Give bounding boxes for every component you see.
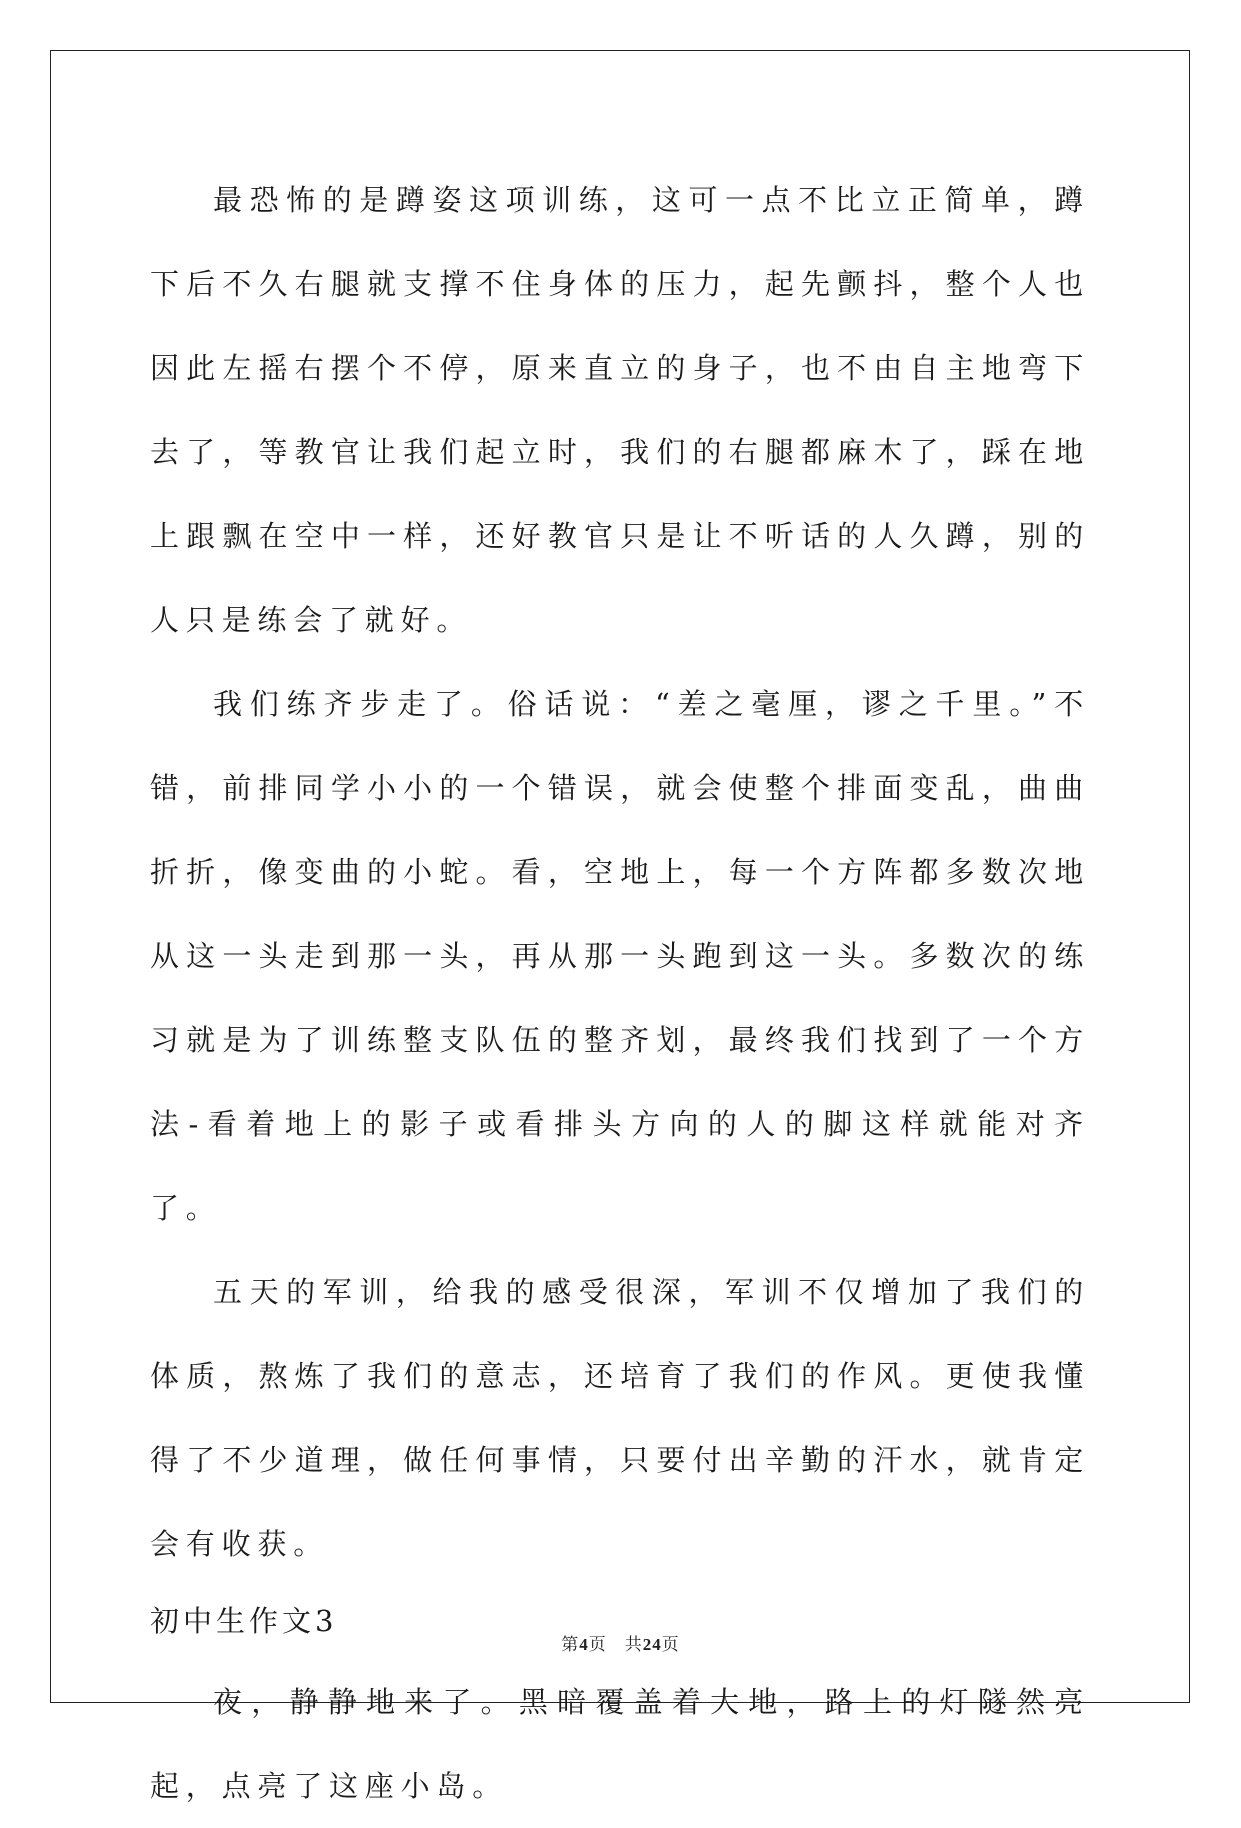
page-footer (0, 1630, 1241, 1655)
page-number: 4 (579, 1635, 589, 1654)
page-suffix: 页 (588, 1635, 607, 1655)
total-prefix: 共 (624, 1635, 643, 1655)
total-pages: 24 (642, 1635, 662, 1654)
page-prefix: 第 (561, 1635, 580, 1655)
document-body (150, 158, 1090, 1828)
total-suffix: 页 (661, 1635, 680, 1655)
section-title: 初中生作文3 (150, 1604, 338, 1638)
paragraph: 夜，静静地来了。黑暗覆盖着大地，路上的灯隧然亮起，点亮了这座小岛。 (150, 1685, 1090, 1803)
paragraph: 五天的军训，给我的感受很深，军训不仅增加了我们的体质，熬炼了我们的意志，还培育了我们的作风。更使我懂得了不少道理，做任何事情，只要付出辛勤的汗水，就肯定会有收获。 (150, 1275, 1090, 1561)
paragraph: 最恐怖的是蹲姿这项训练，这可一点不比立正简单，蹲下后不久右腿就支撑不住身体的压力，起先颤抖，整个人也因此左摇右摆个不停，原来直立的身子，也不由自主地弯下去了，等教官让我们起立时，我们的右腿都麻木了，踩在地上跟飘在空中一样，还好教官只是让不听话的人久蹲，别的人只是练会了就好。 (150, 183, 1090, 637)
paragraph: 我们练齐步走了。俗话说：“差之毫厘，谬之千里。”不错，前排同学小小的一个错误，就会使整个排面变乱，曲曲折折，像变曲的小蛇。看，空地上，每一个方阵都多数次地从这一头走到那一头，再从那一头跑到这一头。多数次的练习就是为了训练整支队伍的整齐划，最终我们找到了一个方法-看着地上的影子或看排头方向的人的脚这样就能对齐了。 (150, 687, 1090, 1225)
